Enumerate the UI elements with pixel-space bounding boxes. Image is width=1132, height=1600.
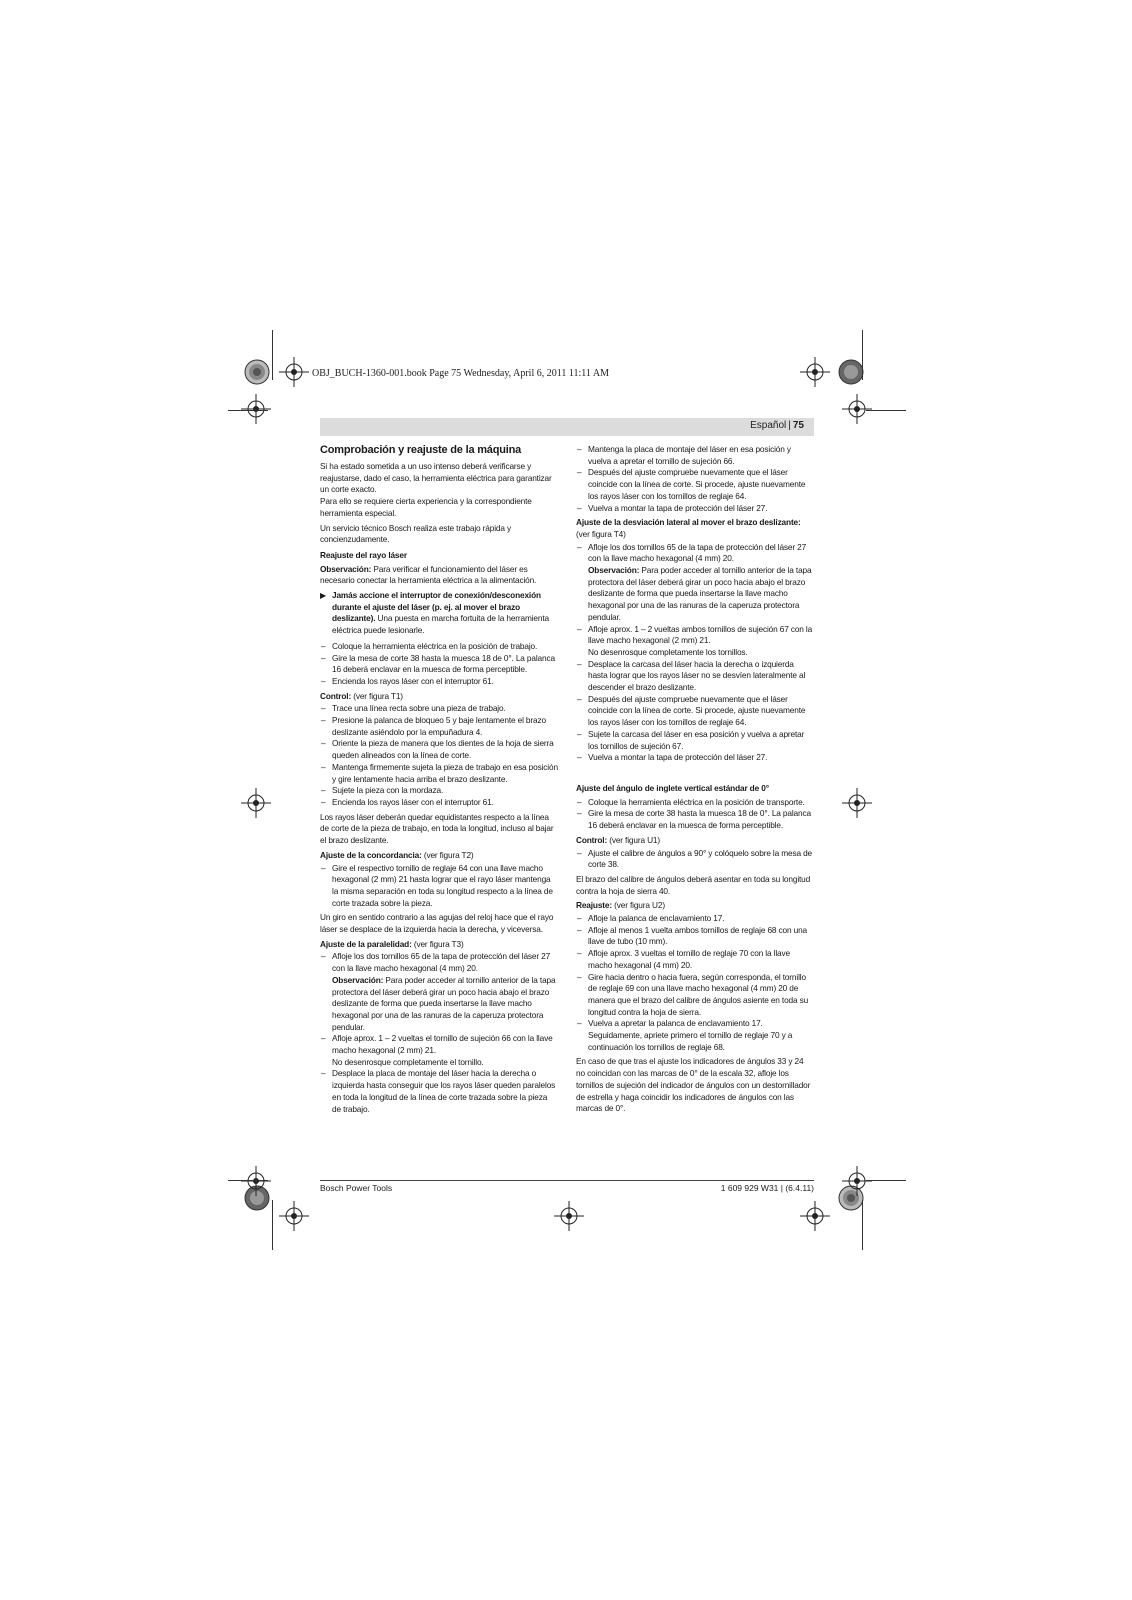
subsection-title: Ajuste del ángulo de inglete vertical estándar de 0° (576, 782, 769, 793)
control-label: Control: (320, 690, 352, 701)
reajuste-steps (576, 913, 814, 1053)
parallel-label: Ajuste de la paralelidad: (320, 938, 412, 949)
observation-text: Para poder acceder al tornillo anterior de la tapa protectora del láser deberá girar un poco hacia abajo el brazo deslizante de forma que pueda insertarse la llave macho hexagonal por una de las ranuras de la caperuza protectora pendular. (332, 974, 556, 1032)
list-item: – Encienda los rayos láser con el interruptor 61. (320, 676, 558, 688)
control-result: El brazo del calibre de ángulos deberá asentar en toda su longitud contra la hoja de sierra 40. (576, 873, 811, 896)
intro-paragraph: Un servicio técnico Bosch realiza este trabajo rápida y concienzudamente. (320, 522, 511, 545)
lateral-ref: (ver figura T4) (576, 528, 626, 539)
page-header-label (750, 420, 804, 431)
concordance-ref: (ver figura T2) (421, 849, 474, 860)
concordance-steps (320, 863, 558, 910)
parallel-ref: (ver figura T3) (411, 938, 464, 949)
right-column (576, 444, 814, 1118)
parallel-heading (320, 939, 558, 951)
crop-line (866, 410, 906, 411)
reajuste-heading (576, 900, 814, 912)
crop-line (228, 410, 268, 411)
crosshair-mark-bottom-right (800, 1201, 830, 1231)
observation-text: Para verificar el funcionamiento del láser es necesario conectar la herramienta eléctrica a la alimentación. (320, 563, 537, 586)
continued-steps (576, 444, 814, 514)
control-label: Control: (576, 834, 608, 845)
crosshair-mark-left-bottom (241, 1166, 271, 1196)
crosshair-mark-bottom-center (554, 1201, 584, 1231)
concordance-heading (320, 850, 558, 862)
list-item: – Mantenga la placa de montaje del láser en esa posición y vuelva a apretar el tornillo de sujeción 66. (576, 444, 814, 467)
left-column (320, 444, 558, 1118)
intro-paragraph: Para ello se requiere cierta experiencia y la correspondiente herramienta especial. (320, 496, 532, 518)
crop-line (272, 330, 273, 380)
subsection-title: Reajuste del rayo láser (320, 549, 407, 560)
control-heading (320, 691, 558, 703)
lateral-heading (576, 517, 814, 540)
list-item: – Después del ajuste compruebe nuevamente que el láser coincide con la línea de corte. Si procede, ajuste nuevamente los rayos láser con los tornillos de reglaje 64. (576, 694, 814, 729)
lateral-title: Ajuste de la desviación lateral al mover el brazo deslizante: (576, 517, 801, 528)
observation-label: Observación: (320, 563, 372, 574)
list-item: – Trace una línea recta sobre una pieza de trabajo. (320, 703, 558, 715)
control-result: Los rayos láser deberán quedar equidistantes respecto a la línea de corte de la pieza de trabajo, en toda la longitud, incluso al bajar el brazo deslizante. (320, 811, 554, 846)
list-item (320, 1033, 558, 1068)
crosshair-mark-right-top (842, 394, 872, 424)
preparation-steps (320, 641, 558, 688)
footer-rule (320, 1180, 814, 1181)
list-item: – Mantenga firmemente sujeta la pieza de trabajo en esa posición y gire lentamente hacia arriba el brazo deslizante. (320, 762, 558, 785)
list-item: – Vuelva a apretar la palanca de enclavamiento 17. Seguidamente, apriete primero el tornillo de reglaje 70 y a continuación los tornillos de reglaje 68. (576, 1018, 814, 1053)
crosshair-mark-top-right (800, 357, 830, 387)
list-item (576, 624, 814, 659)
step-text: Afloje los dos tornillos 65 de la tapa de protección del láser 27 con la llave macho hexagonal (4 mm) 20. (332, 951, 551, 974)
list-item (320, 951, 558, 1033)
miter-preparation-steps (576, 797, 814, 832)
crosshair-mark-left-middle (241, 788, 271, 818)
step-text: Afloje aprox. 1 – 2 vueltas el tornillo de sujeción 66 con la llave macho hexagonal (2 mm) 21. (332, 1033, 553, 1056)
crop-line (866, 1180, 906, 1181)
list-item: – Coloque la herramienta eléctrica en la posición de transporte. (576, 797, 814, 809)
step-text: Afloje aprox. 1 – 2 vueltas ambos tornillos de sujeción 67 con la llave macho hexagonal (2 mm) 21. (588, 623, 813, 646)
list-item: – Vuelva a montar la tapa de protección del láser 27. (576, 503, 814, 515)
list-item: – Desplace la placa de montaje del láser hacia la derecha o izquierda hasta conseguir que los rayos láser queden paralelos en toda la longitud de la línea de corte trazada sobre la pieza de trabajo. (320, 1068, 558, 1115)
control-steps (576, 848, 814, 871)
registration-dial-top-left (244, 359, 270, 385)
control-ref: (ver figura T1) (351, 690, 403, 701)
list-item: – Encienda los rayos láser con el interruptor 61. (320, 797, 558, 809)
final-note: En caso de que tras el ajuste los indicadores de ángulos 33 y 24 no coincidan con las marcas de 0° de la escala 32, afloje los tornillos de sujeción del indicador de ángulos con un destornillador de estrella y haga coincidir los indicadores de ángulos con las marcas de 0°. (576, 1056, 811, 1114)
control-steps (320, 703, 558, 808)
step-note: No desenrosque completamente el tornillo. (332, 1056, 484, 1067)
concordance-note: Un giro en sentido contrario a las agujas del reloj hace que el rayo láser se desplace de la izquierda hacia la derecha, y viceversa. (320, 912, 554, 935)
parallel-steps (320, 951, 558, 1115)
list-item: – Desplace la carcasa del láser hacia la derecha o izquierda hasta lograr que los rayos láser no se desvíen lateralmente al descender el brazo deslizante. (576, 659, 814, 694)
reajuste-ref: (ver figura U2) (612, 900, 665, 911)
list-item (576, 542, 814, 624)
list-item: – Vuelva a montar la tapa de protección del láser 27. (576, 752, 814, 764)
list-item: – Después del ajuste compruebe nuevamente que el láser coincide con la línea de corte. Si procede, ajuste nuevamente los rayos láser con los tornillos de reglaje 64. (576, 467, 814, 502)
list-item: – Afloje aprox. 3 vueltas el tornillo de reglaje 70 con la llave macho hexagonal (4 mm) 20. (576, 948, 814, 971)
crop-line (862, 330, 863, 380)
crop-line (272, 1200, 273, 1250)
crop-line (862, 1200, 863, 1250)
page-header-bar (320, 418, 814, 436)
control-heading (576, 835, 814, 847)
list-item: – Sujete la pieza con la mordaza. (320, 785, 558, 797)
footer-document-code: 1 609 929 W31 | (6.4.11) (720, 1183, 814, 1193)
crosshair-mark-bottom-left (279, 1201, 309, 1231)
list-item: – Ajuste el calibre de ángulos a 90° y colóquelo sobre la mesa de corte 38. (576, 848, 814, 871)
warning-bold-text: Jamás accione el interruptor de conexión/desconexión durante el ajuste del láser (p. ej. al mover el brazo deslizante). (332, 590, 541, 624)
list-item: – Gire hacia dentro o hacia fuera, según corresponda, el tornillo de reglaje 69 con una llave macho hexagonal (4 mm) 20 de manera que el brazo del calibre de ángulos asiente en toda su longitud contra la hoja de sierra. (576, 972, 814, 1019)
registration-dial-top-right (838, 359, 864, 385)
list-item: – Sujete la carcasa del láser en esa posición y vuelva a apretar los tornillos de sujeción 67. (576, 729, 814, 752)
list-item: – Gire el respectivo tornillo de reglaje 64 con una llave macho hexagonal (2 mm) 21 hasta lograr que el rayo láser mantenga la misma separación en toda su longitud respecto a la línea de corte trazada sobre la pieza. (320, 863, 558, 910)
page-number: 75 (792, 420, 804, 431)
step-note: No desenrosque completamente los tornillos. (588, 646, 748, 657)
section-title: Comprobación y reajuste de la máquina (320, 444, 522, 456)
list-item: – Coloque la herramienta eléctrica en la posición de trabajo. (320, 641, 558, 653)
observation-label: Observación: (588, 565, 640, 576)
observation-label: Observación: (332, 974, 384, 985)
safety-warning (320, 590, 558, 637)
control-ref: (ver figura U1) (607, 834, 660, 845)
warning-text: Una puesta en marcha fortuita de la herramienta eléctrica puede lesionarle. (332, 613, 549, 636)
reajuste-label: Reajuste: (576, 900, 612, 911)
intro-paragraph: Si ha estado sometida a un uso intenso deberá verificarse y reajustarse, dado el caso, la herramienta eléctrica para garantizar un corte exacto. (320, 461, 552, 495)
list-item: – Gire la mesa de corte 38 hasta la muesca 18 de 0°. La palanca 16 deberá enclavar en la muesca de forma perceptible. (320, 653, 558, 676)
language-label: Español (750, 420, 787, 431)
observation-paragraph (320, 564, 558, 587)
footer-brand: Bosch Power Tools (320, 1183, 393, 1193)
crosshair-mark-left-top (241, 394, 271, 424)
warning-triangle-icon: ▶ (320, 591, 327, 601)
observation-text: Para poder acceder al tornillo anterior de la tapa protectora del láser deberá girar un poco hacia abajo el brazo deslizante de forma que pueda insertarse la llave macho hexagonal por una de las ranuras de la caperuza protectora pendular. (588, 565, 812, 622)
list-item: – Presione la palanca de bloqueo 5 y baje lentamente el brazo deslizante asiéndolo por la empuñadura 4. (320, 715, 558, 738)
list-item: – Afloje al menos 1 vuelta ambos tornillos de reglaje 68 con una llave de tubo (10 mm). (576, 925, 814, 948)
crosshair-mark-right-middle (842, 788, 872, 818)
list-item: – Gire la mesa de corte 38 hasta la muesca 18 de 0°. La palanca 16 deberá enclavar en la muesca de forma perceptible. (576, 808, 814, 831)
lateral-steps (576, 542, 814, 764)
step-text: Afloje los dos tornillos 65 de la tapa de protección del láser 27 con la llave macho hexagonal (4 mm) 20. (588, 541, 807, 564)
header-separator: | (788, 420, 791, 431)
concordance-label: Ajuste de la concordancia: (320, 849, 422, 860)
crop-line (228, 1180, 268, 1181)
crosshair-mark-top-left (279, 357, 309, 387)
list-item: – Oriente la pieza de manera que los dientes de la hoja de sierra queden alineados con la línea de corte. (320, 738, 558, 761)
print-job-header: OBJ_BUCH-1360-001.book Page 75 Wednesday, April 6, 2011 11:11 AM (312, 368, 609, 379)
list-item: – Afloje la palanca de enclavamiento 17. (576, 913, 814, 925)
crosshair-mark-right-bottom (842, 1166, 872, 1196)
